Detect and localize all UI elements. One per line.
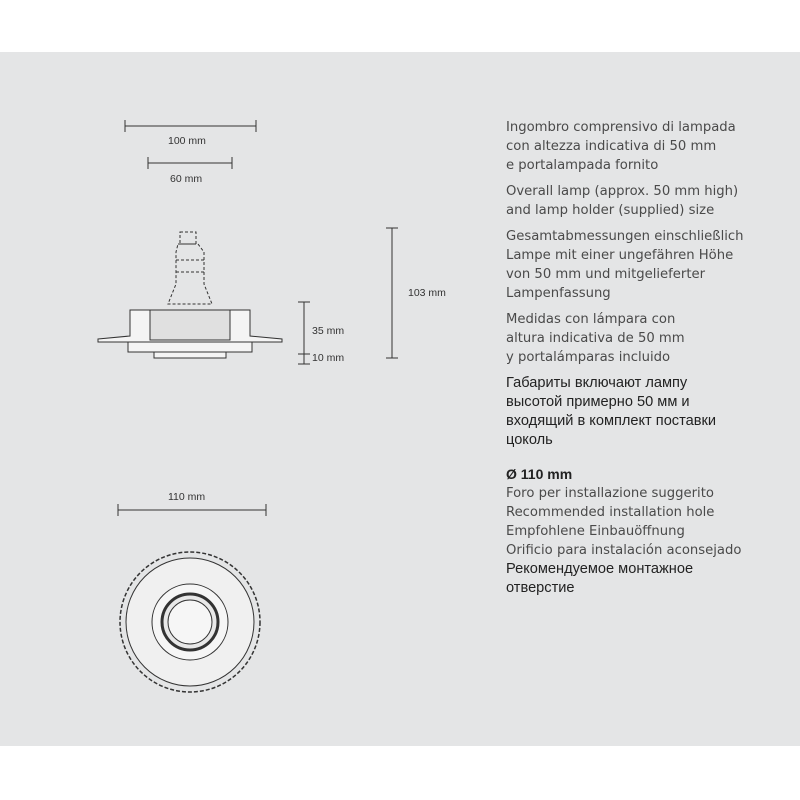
- dim-line-110mm: [118, 504, 266, 516]
- description-column: [506, 118, 796, 598]
- description-line: Overall lamp (approx. 50 mm high): [506, 184, 739, 199]
- dim-line-100mm: [125, 120, 256, 132]
- dim-label-10mm: 10 mm: [312, 352, 345, 364]
- description-paragraph-de: [506, 227, 796, 303]
- description-line: Ingombro comprensivo di lampada: [506, 120, 736, 135]
- hole-line-it: Foro per installazione suggerito: [506, 486, 714, 501]
- hole-line-en: Recommended installation hole: [506, 505, 715, 520]
- hole-line-ru: Рекомендуемое монтажное: [506, 561, 694, 577]
- description-line: von 50 mm und mitgelieferter: [506, 267, 706, 282]
- hole-line-es: Orificio para instalación aconsejado: [506, 543, 742, 558]
- description-line: Medidas con lámpara con: [506, 312, 676, 327]
- spec-panel: [0, 52, 800, 746]
- description-line: Lampenfassung: [506, 286, 611, 301]
- hole-diameter-title: Ø 110 mm: [506, 466, 573, 482]
- description-paragraph-ru: [506, 374, 796, 450]
- fixture-top-view: [120, 552, 260, 692]
- description-paragraph-es: [506, 310, 796, 367]
- dim-line-103mm: [386, 228, 398, 358]
- description-paragraph-it: [506, 118, 796, 175]
- hole-line-de: Empfohlene Einbauöffnung: [506, 524, 685, 539]
- fixture-side-view: [98, 232, 282, 358]
- hole-description: [506, 484, 796, 598]
- dim-label-100mm: 100 mm: [168, 135, 206, 147]
- description-paragraph-en: [506, 182, 796, 220]
- dim-line-60mm: [148, 157, 232, 169]
- description-line: altura indicativa de 50 mm: [506, 331, 685, 346]
- description-line: цоколь: [506, 432, 553, 448]
- description-line: and lamp holder (supplied) size: [506, 203, 715, 218]
- description-line: входящий в комплект поставки: [506, 413, 717, 429]
- description-line: y portalámparas incluido: [506, 350, 671, 365]
- dim-label-60mm: 60 mm: [170, 173, 203, 185]
- hole-line-ru: отверстие: [506, 580, 575, 596]
- dim-line-35mm: [298, 302, 310, 364]
- description-line: e portalampada fornito: [506, 158, 659, 173]
- description-line: Габариты включают лампу: [506, 375, 688, 391]
- description-line: Gesamtabmessungen einschließlich: [506, 229, 744, 244]
- description-paragraphs: [506, 118, 796, 450]
- description-line: высотой примерно 50 мм и: [506, 394, 690, 410]
- dim-label-103mm: 103 mm: [408, 287, 446, 299]
- dim-label-110mm: 110 mm: [168, 491, 206, 503]
- dim-label-35mm: 35 mm: [312, 325, 345, 337]
- description-line: Lampe mit einer ungefähren Höhe: [506, 248, 734, 263]
- description-line: con altezza indicativa di 50 mm: [506, 139, 717, 154]
